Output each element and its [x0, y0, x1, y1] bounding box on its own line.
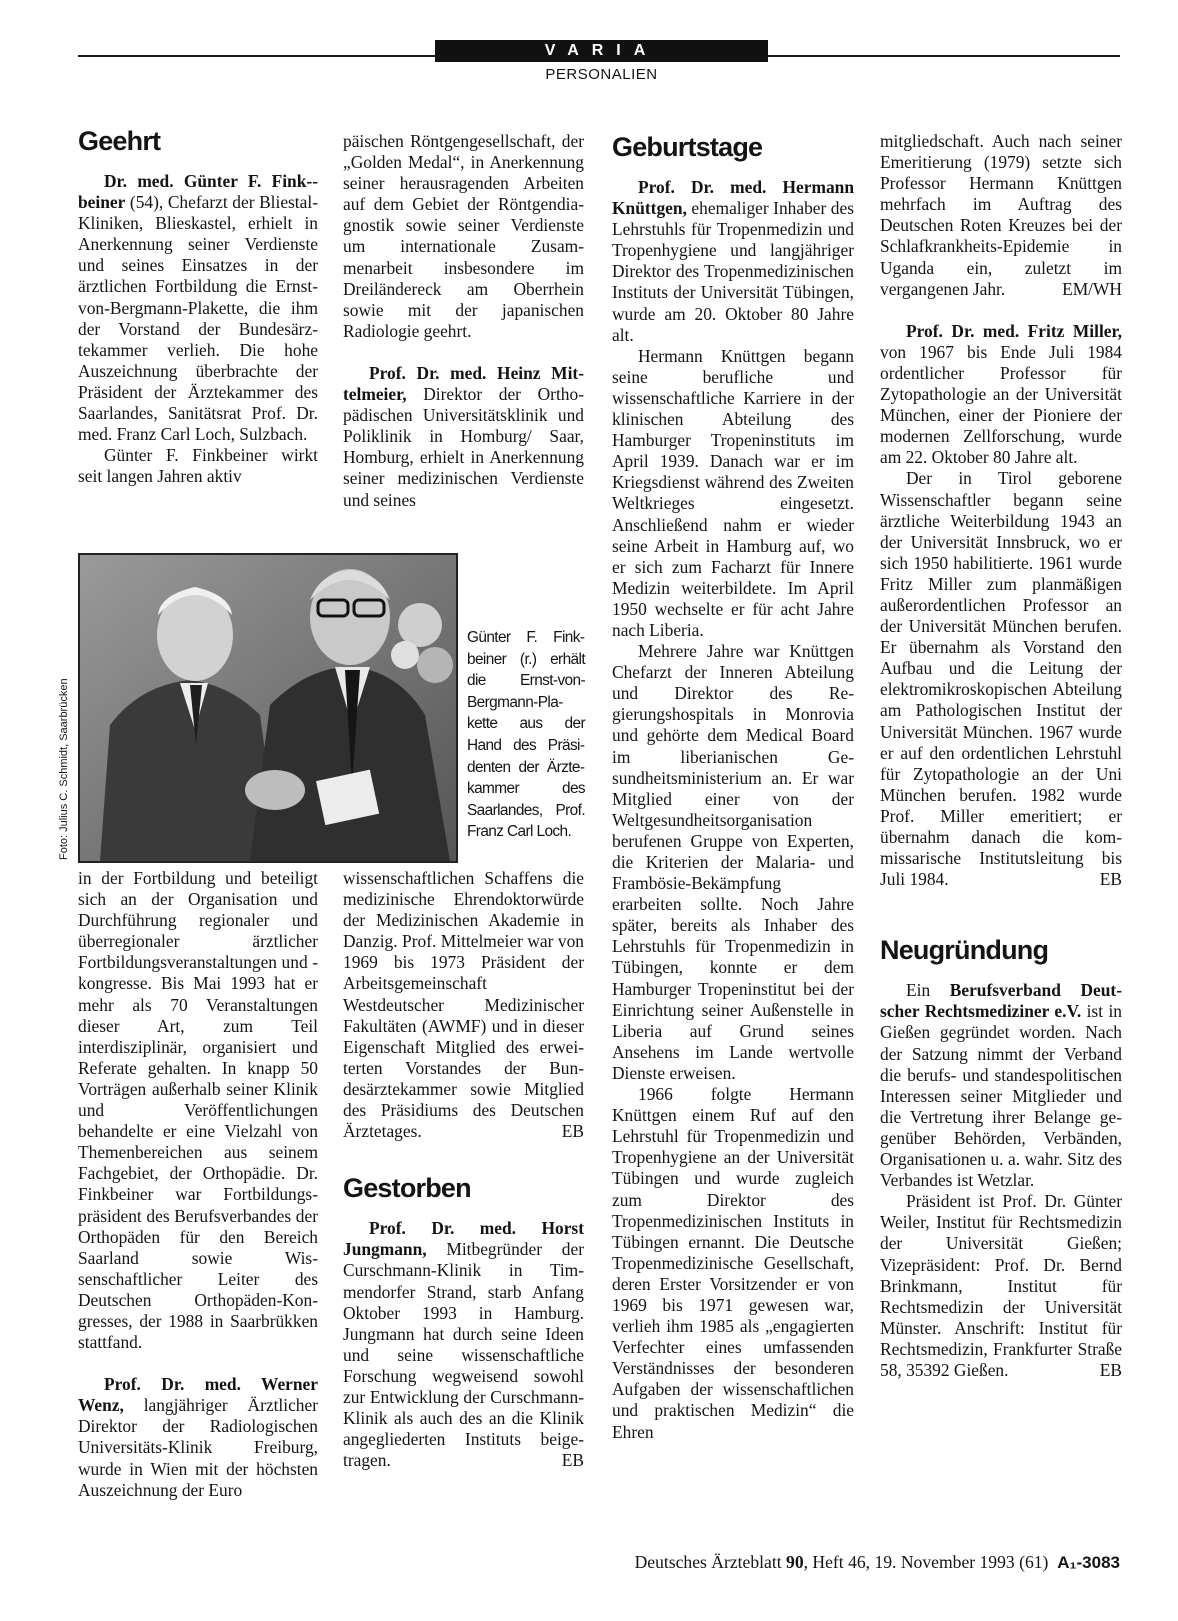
- author-signature: EM/WH: [1062, 278, 1122, 299]
- organization-name: Berufsverband Deutscher Rechtsmediziner e.V.: [880, 980, 1122, 1022]
- geburtstage-paragraph-4-continued: mitgliedschaft. Auch nach seiner Emeritierung (1979) setzte sich Professor Hermann Knüttgen mehrfach im Auftrag des Deutschen Roten Kreuzes bei der Schlafkrankheits-Epidemie in Uganda ein, zuletzt im vergangenen Jahr. EM/WH: [880, 131, 1122, 299]
- column-1-bottom: [78, 868, 318, 1501]
- person-name-jungmann: Prof. Dr. med. Horst Jungmann,: [343, 1218, 584, 1260]
- geburtstage-paragraph-2: Hermann Knüttgen begann seine berufliche und wissenschaftliche Karriere in der klinischen Abteilung des Hamburger Tropeninstituts im April 1939. Danach war er im Kriegsdienst während des Zweiten Weltkrieges eingesetzt. Anschließend nahm er wieder seine Arbeit in Hamburg auf, wo er sich zum Facharzt für Innere Medizin weiterbildete. Im April 1950 wechselte er für acht Jahre nach Liberia.: [612, 345, 854, 640]
- section-banner: VARIA: [435, 40, 768, 62]
- person-name-knuettgen: Prof. Dr. med. Hermann Knüttgen,: [612, 177, 854, 219]
- author-signature: EB: [1099, 1359, 1122, 1380]
- geehrt-paragraph-5: Prof. Dr. med. Heinz Mittelmeier, Direktor der Orthopädischen Universitätsklinik und Poliklinik in Homburg/ Saar, Homburg, erhielt in Anerkennung seiner medizinischen Verdienste und seines: [343, 362, 584, 510]
- column-2-top: [343, 131, 584, 511]
- geehrt-paragraph-1: Dr. med. Günter F. Fink-beiner (54), Chefarzt der Bliestal-Kliniken, Blieskastel, erhielt in Anerkennung seiner Verdienste und seines Einsatzes in der ärztlichen Fortbildung die Ernst-von-Bergmann-Plakette, die ihm der Vorstand der Bundesärztekammer verlieh. Die hohe Auszeichnung überbrachte der Präsident der Ärztekammer des Saarlandes, Sanitätsrat Prof. Dr. med. Franz Carl Loch, Sulzbach.: [78, 171, 318, 445]
- heading-geburtstage: Geburtstage: [612, 132, 763, 162]
- person-name-wenz: Prof. Dr. med. Werner Wenz,: [78, 1374, 318, 1416]
- geehrt-paragraph-6: wissenschaftlichen Schaffens die medizinische Ehrendoktorwürde der Medizinischen Akademie in Danzig. Prof. Mittelmeier war von 1969 bis 1973 Präsident der Arbeitsgemeinschaft Westdeutscher Medizinischer Fakultäten (AWMF) und in dieser Eigenschaft Mitglied des erweiterten Vorstandes der Bundesärztekammer sowie Mitglied des Präsidiums des Deutschen Ärztetages. EB: [343, 868, 584, 1142]
- header-rule-right: [768, 55, 1120, 57]
- author-signature: EB: [1099, 869, 1122, 890]
- geburtstage-paragraph-6: Der in Tirol geborene Wissenschaftler begann seine ärztliche Weiterbildung 1943 an der Universität Innsbruck, wo er sich 1950 habilitierte. 1961 wurde Fritz Miller zum planmäßigen außerordentlichen Professor an der Universität München berufen. Er übernahm als Vorstand den Aufbau und die Leitung der elektromikroskopischen Abteilung am Pathologischen Institut der Universität München. 1967 wurde er auf den ordentlichen Lehrstuhl für Zytopathologie an der Uni München berufen. 1982 wurde Prof. Miller emeritiert; er übernahm danach die kommissarische Institutsleitung bis Juli 1984. EB: [880, 468, 1122, 890]
- column-2-bottom: [343, 868, 584, 1471]
- journal-volume: 90: [786, 1552, 804, 1572]
- column-1-top: [78, 125, 318, 487]
- heading-gestorben: Gestorben: [343, 1173, 471, 1204]
- geehrt-paragraph-3: in der Fortbildung und beteiligt sich an der Organisation und Durchführung regionaler und überregionaler ärztlicher Fortbildungsveranstaltungen und -kongresse. Bis Mai 1993 hat er mehr als 70 Veranstaltungen dieser Art, zum Teil interdisziplinär, organisiert und Referate gehalten. In knapp 50 Vorträgen außerhalb seiner Klinik und Veröffentlichungen behandelte er eine Vielzahl von Themenbereichen aus seinem Fachgebiet, der Orthopädie. Dr. Finkbeiner war Fortbildungspräsident des Berufsverbandes der Orthopäden für den Bereich Saarland sowie Wissenschaftlicher Leiter des Deutschen Orthopäden-Kongresses, der 1988 in Saarbrükken stattfand.: [78, 868, 318, 1353]
- photo-caption: Günter F. Finkbeiner (r.) erhält die Ernst-von-Bergmann-Plakette aus der Hand des Präsidenten der Ärztekammer des Saarlandes, Prof. Franz Carl Loch.: [467, 629, 585, 841]
- neugruendung-paragraph-1: Ein Berufsverband Deutscher Rechtsmediziner e.V. ist in Gießen gegründet worden. Nach der Satzung nimmt der Verband die berufs- und standespolitischen Interessen seiner Mitglieder und die Vertretung ihrer Belange gegenüber Behörden, Verbänden, Organisationen u. a. wahr. Sitz des Verbandes ist Wetzlar.: [880, 980, 1122, 1191]
- geburtstage-paragraph-1: Prof. Dr. med. Hermann Knüttgen, ehemaliger Inhaber des Lehrstuhls für Tropenmedizin und Tropenhygiene und langjähriger Direktor des Tropenmedizinischen Instituts der Universität Tübingen, wurde am 20. Oktober 80 Jahre alt.: [612, 177, 854, 345]
- photo-credit: Foto: Julius C. Schmidt, Saarbrücken: [58, 678, 70, 860]
- geehrt-paragraph-2: Günter F. Finkbeiner wirkt seit langen Jahren aktiv: [78, 445, 318, 487]
- subsection-label: PERSONALIEN: [545, 66, 658, 83]
- geburtstage-paragraph-4: 1966 folgte Hermann Knüttgen einem Ruf auf den Lehrstuhl für Tropenmedizin und Tropenhygiene an der Universität Tübingen und wurde zugleich zum Direktor des Tropenmedizinischen Instituts in Tübingen ernannt. Die Deutsche Tropenmedizinische Gesellschaft, deren Erster Vorsitzender er von 1969 bis 1971 gewesen war, verlieh ihm 1985 als „engagierten Verfechter eines umfassenden Verständnisses der besonderen Aufgaben der wissenschaftlichen und praktischen Medizin“ die Ehren: [612, 1084, 854, 1442]
- neugruendung-paragraph-2: Präsident ist Prof. Dr. Günter Weiler, Institut für Rechtsmedizin der Universität Gießen; Vizepräsident: Prof. Dr. Bernd Brinkmann, Institut für Rechtsmedizin der Universität Münster. Anschrift: Institut für Rechtsmedizin, Frankfurter Straße 58, 35392 Gießen. EB: [880, 1191, 1122, 1380]
- heading-neugruendung: Neugründung: [880, 935, 1049, 966]
- journal-name: Deutsches Ärzteblatt: [634, 1552, 787, 1572]
- geehrt-paragraph-4-continued: päischen Röntgengesellschaft, der „Golden Medal“, in Anerkennung seiner herausragenden Arbeiten auf dem Gebiet der Röntgendiagnostik sowie seiner Verdienste um internationale Zusammenarbeit insbesondere im Dreiländereck am Oberrhein sowie mit der japanischen Radiologie geehrt.: [343, 131, 584, 341]
- column-3: [612, 131, 854, 1443]
- person-name-finkbeiner: Dr. med. Günter F. Fink-beiner: [78, 171, 318, 213]
- author-signature: EB: [561, 1121, 584, 1142]
- journal-issue: , Heft 46, 19. November 1993 (61): [803, 1552, 1049, 1572]
- geburtstage-paragraph-5: Prof. Dr. med. Fritz Miller, von 1967 bis Ende Juli 1984 ordentlicher Professor für Zytopathologie an der Universität München, einer der Pioniere der modernen Zellforschung, wurde am 22. Oktober 80 Jahre alt.: [880, 320, 1122, 468]
- heading-geehrt: Geehrt: [78, 126, 161, 156]
- geburtstage-paragraph-3: Mehrere Jahre war Knüttgen Chefarzt der Inneren Abteilung und Direktor des Regierungshospitals in Monrovia und gehörte dem Medical Board im liberianischen Gesundheitsministerium an. Er war Mitglied einer von der Weltgesundheitsorganisation berufenen Gruppe von Experten, die Kriterien der Malaria- und Frambösie-Bekämpfung erarbeiten sollte. Noch Jahre später, bereits als Inhaber des Lehrstuhls für Tropenmedizin in Tübingen, konnte er dem Hamburger Tropeninstitut bei der Einrichtung seiner Außenstelle in Liberia auf Grund seines Ansehens im Lande wertvolle Dienste erweisen.: [612, 641, 854, 1083]
- author-signature: EB: [561, 1450, 584, 1471]
- photo-finkbeiner-loch: [78, 553, 458, 863]
- column-4: [880, 131, 1122, 1381]
- person-name-mittelmeier: Prof. Dr. med. Heinz Mittelmeier,: [343, 362, 584, 405]
- gestorben-paragraph-1: Prof. Dr. med. Horst Jungmann, Mitbegründer der Curschmann-Klinik in Timmendorfer Strand, starb Anfang Oktober 1993 in Hamburg. Jungmann hat durch seine Ideen und seine wissenschaftliche Forschung wegweisend sowohl zur Entwicklung der Curschmann-Klinik als auch des an die Klinik angegliederten Instituts beigetragen. EB: [343, 1218, 584, 1471]
- handshake-photo-image: [80, 555, 456, 861]
- person-name-miller: Prof. Dr. med. Fritz Miller,: [906, 320, 1122, 341]
- geehrt-paragraph-4: Prof. Dr. med. Werner Wenz, langjähriger Ärztlicher Direktor der Radiologischen Universitäts-Klinik Freiburg, wurde in Wien mit der höchsten Auszeichnung der Euro: [78, 1374, 318, 1500]
- page-footer: [560, 1552, 1120, 1573]
- page-number: A₁-3083: [1057, 1553, 1120, 1572]
- header-rule-left: [78, 55, 435, 57]
